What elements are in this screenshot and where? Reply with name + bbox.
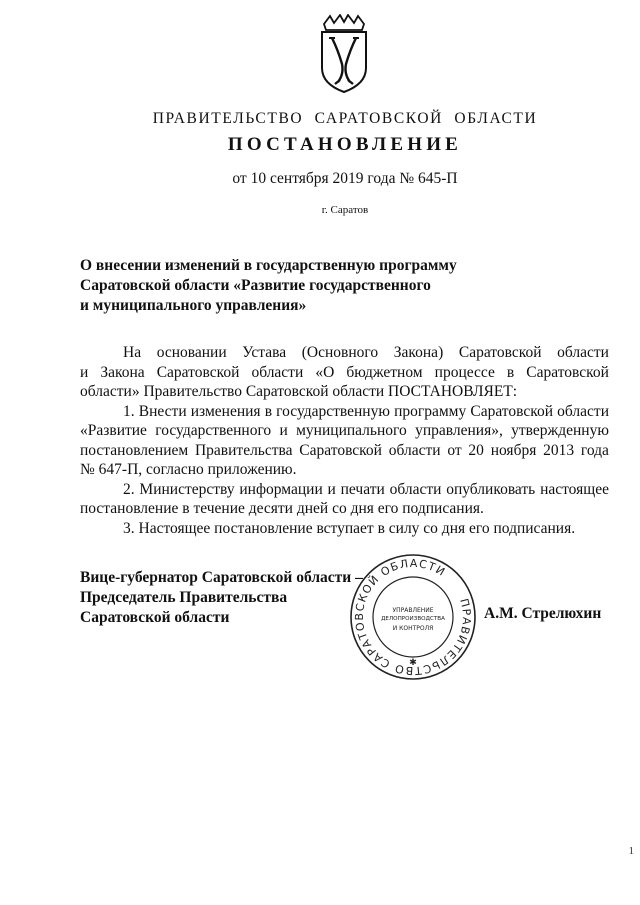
decree-date-number: от 10 сентября 2019 года № 645-П	[232, 170, 458, 187]
body-line-5: «Развитие государственного и муниципального управления», утвержденную	[80, 422, 609, 439]
subject-line: и муниципального управления»	[80, 297, 307, 314]
body-line-4: 1. Внести изменения в государственную программу Саратовской области	[123, 402, 609, 420]
signatory-name: А.М. Стрелюхин	[484, 605, 602, 622]
body-line-2: и Закона Саратовской области «О бюджетном процессе в Саратовской	[80, 363, 609, 381]
body-line-8: 2. Министерству информации и печати области опубликовать настоящее	[123, 480, 609, 498]
decree-subject	[80, 256, 500, 316]
signatory-position: Вице-губернатор Саратовской области – Председатель Правительства Саратовской области	[80, 569, 363, 626]
government-name: ПРАВИТЕЛЬСТВО САРАТОВСКОЙ ОБЛАСТИ	[152, 110, 538, 127]
subject-line: О внесении изменений в государственную программу	[80, 257, 457, 274]
body-line-6: постановлением Правительства Саратовской области от 20 ноября 2013 года	[80, 441, 609, 459]
seal-inner-line: И КОНТРОЛЯ	[392, 625, 434, 632]
saratov-coat-of-arms-emblem	[318, 14, 370, 94]
body-line-9: постановление в течение десяти дней со дня его подписания.	[80, 500, 484, 517]
seal-ring-text: ПРАВИТЕЛЬСТВО САРАТОВСКОЙ ОБЛАСТИ	[352, 556, 474, 678]
body-line-1: На основании Устава (Основного Закона) Саратовской области	[123, 344, 609, 361]
official-seal-stamp	[348, 552, 478, 682]
subject-line: Саратовской области «Развитие государственного	[80, 277, 431, 294]
body-line-3: области» Правительство Саратовской области ПОСТАНОВЛЯЕТ:	[80, 383, 518, 400]
body-line-10: 3. Настоящее постановление вступает в силу со дня его подписания.	[123, 519, 576, 537]
seal-inner-line: ДЕЛОПРОИЗВОДСТВА	[381, 616, 445, 622]
corner-mark: 1	[628, 845, 634, 857]
body-line-7: № 647-П, согласно приложению.	[80, 461, 297, 478]
seal-star-icon: ✱	[409, 657, 417, 667]
decree-body	[80, 343, 609, 538]
document-type-title: ПОСТАНОВЛЕНИЕ	[227, 134, 463, 155]
seal-inner-line: УПРАВЛЕНИЕ	[392, 607, 434, 614]
decree-city: г. Саратов	[321, 204, 369, 216]
